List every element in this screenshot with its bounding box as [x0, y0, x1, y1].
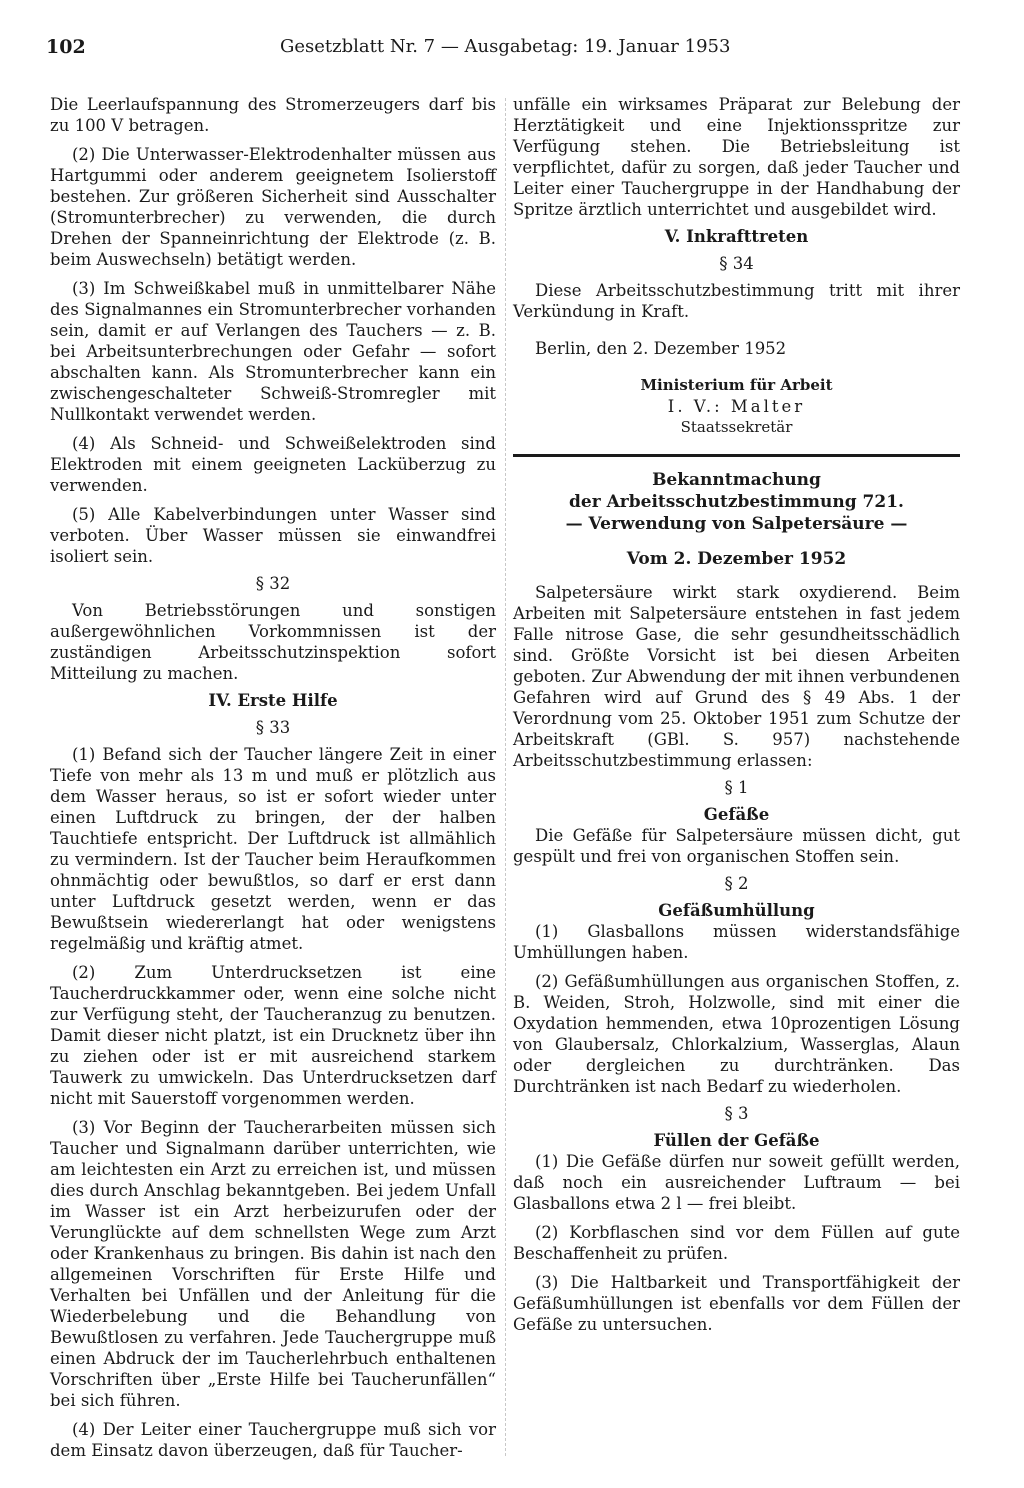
- section-number: § 34: [719, 254, 754, 273]
- paragraph: (3) Vor Beginn der Taucherarbeiten müssen sich Taucher und Signalmann darüber unterrichten, wie am leichtesten ein Arzt zu erreichen ist, und müssen dies durch Anschlag bekanntgeben. Bei jedem Unfall im Wasser ist ein Arzt herbeizurufen oder der Verunglückte auf dem schnellsten Wege zum Arzt oder Krankenhaus zu bringen. Bis dahin ist nach den allgemeinen Vorschriften für Erste Hilfe und Verhalten bei Unfällen und der Anleitung für die Wiederbelebung und die Behandlung von Bewußtlosen zu verfahren. Jede Tauchergruppe muß einen Abdruck der im Taucherlehrbuch enthaltenen Vorschriften über „Erste Hilfe bei Taucherunfällen“ bei sich führen.: [50, 1118, 496, 1410]
- section-number: § 33: [255, 718, 291, 737]
- left-column: [50, 94, 496, 1461]
- paragraph: (2) Die Unterwasser-Elektrodenhalter müssen aus Hartgummi oder anderem geeignetem Isolierstoff bestehen. Zur größeren Sicherheit sind Ausschalter (Stromunterbrecher) zu verwenden, die durch Drehen der Spanneinrichtung der Elektrode (z. B. beim Auswechseln) betätigt werden.: [50, 145, 496, 269]
- place-date: Berlin, den 2. Dezember 1952: [535, 339, 787, 358]
- paragraph: Die Gefäße für Salpetersäure müssen dicht, gut gespült und frei von organischen Stoffen sein.: [513, 826, 960, 866]
- paragraph: (3) Im Schweißkabel muß in unmittelbarer Nähe des Signalmannes ein Stromunterbrecher vorhanden sein, damit er auf Verlangen des Tauchers — z. B. bei Arbeitsunterbrechungen oder Gefahr — sofort abschalten kann. Als Stromunterbrecher kann ein zwischengeschalteter Schweiß-Stromregler mit Nullkontakt verwendet werden.: [50, 279, 496, 424]
- paragraph: (1) Glasballons müssen widerstandsfähige Umhüllungen haben.: [513, 922, 960, 962]
- paragraph: unfälle ein wirksames Präparat zur Belebung der Herztätigkeit und eine Injektionsspritze zur Verfügung stehen. Die Betriebsleitung ist verpflichtet, dafür zu sorgen, daß jeder Taucher und Leiter einer Tauchergruppe in der Handhabung der Spritze ärztlich unterrichtet und ausgebildet wird.: [513, 95, 960, 219]
- section-number: § 2: [724, 874, 749, 893]
- announcement-date: Vom 2. Dezember 1952: [626, 549, 847, 569]
- section-number: § 3: [724, 1104, 749, 1123]
- section-number: § 1: [724, 778, 749, 797]
- section-title: Füllen der Gefäße: [653, 1131, 820, 1150]
- section-title: Gefäße: [703, 805, 770, 824]
- right-column: [513, 94, 960, 1335]
- header-title: Gesetzblatt Nr. 7 — Ausgabetag: 19. Januar 1953: [280, 36, 731, 57]
- paragraph: (3) Die Haltbarkeit und Transportfähigkeit der Gefäßumhüllungen ist ebenfalls vor dem Füllen der Gefäße zu untersuchen.: [513, 1273, 960, 1334]
- paragraph: (5) Alle Kabelverbindungen unter Wasser sind verboten. Über Wasser müssen sie einwandfrei isoliert sein.: [50, 505, 496, 566]
- paragraph: Salpetersäure wirkt stark oxydierend. Beim Arbeiten mit Salpetersäure entstehen in fast jedem Falle nitrose Gase, die sehr gesundheitsschädlich sind. Größte Vorsicht ist bei diesen Arbeiten geboten. Zur Abwendung der mit ihnen verbundenen Gefahren wird auf Grund des § 49 Abs. 1 der Verordnung vom 25. Oktober 1951 zum Schutze der Arbeitskraft (GBl. S. 957) nachstehende Arbeitsschutzbestimmung erlassen:: [513, 583, 960, 770]
- section-title: Gefäßumhüllung: [658, 901, 815, 920]
- paragraph: (1) Die Gefäße dürfen nur soweit gefüllt werden, daß noch ein ausreichender Luftraum — bei Glasballons etwa 2 l — frei bleibt.: [513, 1152, 960, 1213]
- signatory: I. V.: Malter: [667, 397, 806, 416]
- signatory-title: Staatssekretär: [680, 418, 793, 436]
- paragraph: Diese Arbeitsschutzbestimmung tritt mit ihrer Verkündung in Kraft.: [513, 281, 960, 321]
- paragraph: (2) Korbflaschen sind vor dem Füllen auf gute Beschaffenheit zu prüfen.: [513, 1223, 960, 1263]
- paragraph: Die Leerlaufspannung des Stromerzeugers darf bis zu 100 V betragen.: [50, 95, 496, 135]
- chapter-heading: V. Inkrafttreten: [664, 227, 809, 246]
- page-header: [46, 36, 974, 76]
- paragraph: (2) Gefäßumhüllungen aus organischen Stoffen, z. B. Weiden, Stroh, Holzwolle, sind mit einer die Oxydation hemmenden, etwa 10prozentigen Lösung von Glaubersalz, Chlorkalzium, Wasserglas, Alaun oder dergleichen zu durchtränken. Das Durchtränken ist nach Bedarf zu wiederholen.: [513, 972, 960, 1096]
- paragraph: (4) Als Schneid- und Schweißelektroden sind Elektroden mit einem geeigneten Lacküberzug zu verwenden.: [50, 434, 496, 495]
- paragraph: (4) Der Leiter einer Tauchergruppe muß sich vor dem Einsatz davon überzeugen, daß für Taucher-: [50, 1420, 496, 1460]
- signature-block: [513, 375, 960, 438]
- chapter-heading: IV. Erste Hilfe: [208, 691, 338, 710]
- section-rule: [513, 454, 960, 457]
- section-number: § 32: [255, 574, 291, 593]
- page-number: 102: [46, 36, 86, 58]
- announcement-title: der Arbeitsschutzbestimmung 721.: [569, 492, 904, 512]
- paragraph: (2) Zum Unterdrucksetzen ist eine Taucherdruckkammer oder, wenn eine solche nicht zur Verfügung steht, der Taucheranzug zu benutzen. Damit dieser nicht platzt, ist ein Drucknetz über ihn zu ziehen oder ist er mit ausreichend starkem Tauwerk zu umwickeln. Das Unterdrucksetzen darf nicht mit Sauerstoff vorgenommen werden.: [50, 963, 496, 1108]
- announcement-title: Bekanntmachung: [652, 470, 821, 490]
- paragraph: Von Betriebsstörungen und sonstigen außergewöhnlichen Vorkommnissen ist der zuständigen Arbeitsschutzinspektion sofort Mitteilung zu machen.: [50, 601, 496, 683]
- ministry-name: Ministerium für Arbeit: [640, 376, 833, 394]
- column-divider: [505, 98, 506, 1456]
- paragraph: (1) Befand sich der Taucher längere Zeit in einer Tiefe von mehr als 13 m und muß er plötzlich aus dem Wasser heraus, so ist er sofort wieder unter einen Luftdruck zu bringen, der der halben Tauchtiefe entspricht. Der Luftdruck ist allmählich zu vermindern. Ist der Taucher beim Heraufkommen ohnmächtig oder bewußtlos, so darf er erst dann unter Luftdruck gesetzt werden, wenn er das Bewußtsein wiedererlangt hat oder wenigstens regelmäßig und kräftig atmet.: [50, 745, 496, 953]
- announcement-subtitle: — Verwendung von Salpetersäure —: [565, 514, 908, 534]
